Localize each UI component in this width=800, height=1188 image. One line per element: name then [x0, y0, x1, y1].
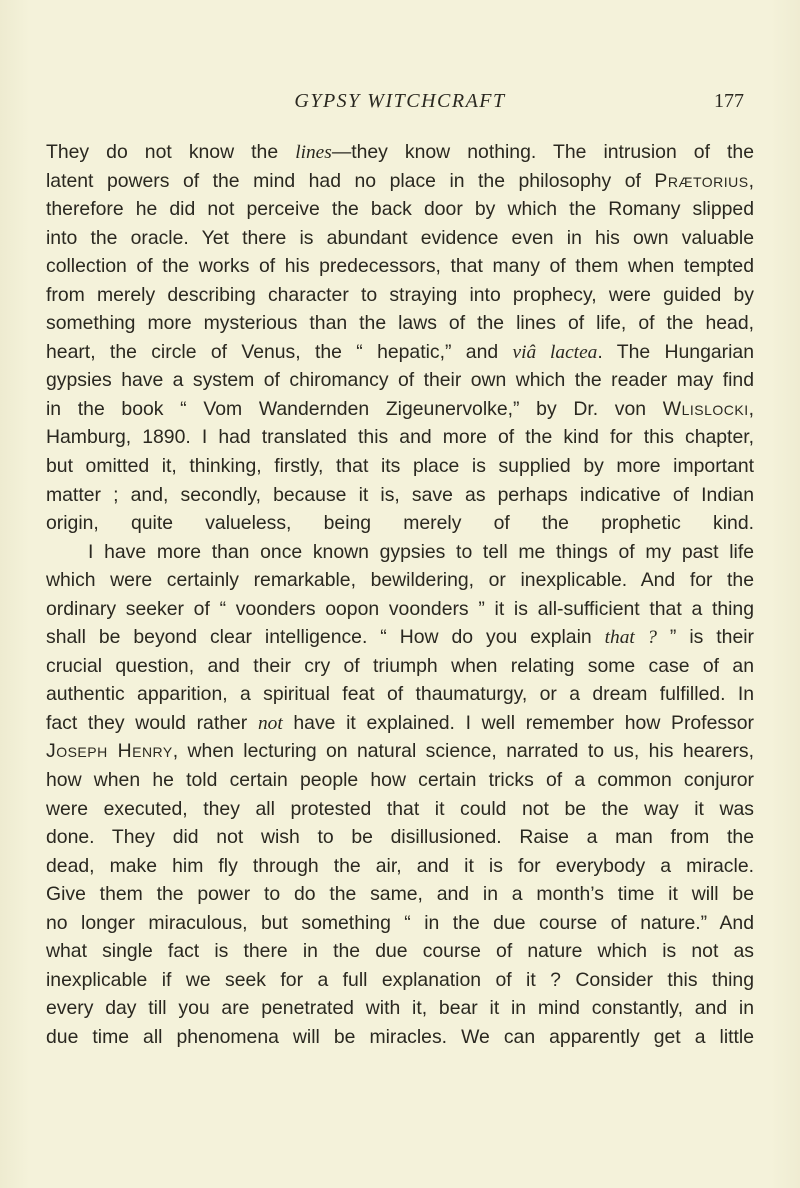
text-segment: something more mysterious than the laws of the lines of life, of the head, [46, 312, 754, 335]
text-segment: matter ; and, secondly, because it is, save as perhaps indicative of Indian [46, 483, 754, 506]
text-line [46, 481, 754, 510]
text-segment: gypsies have a system of chiromancy of their own which the reader may find [46, 369, 754, 392]
text-line [46, 795, 754, 824]
text-segment: how when he told certain people how certain tricks of a common conjuror [46, 769, 754, 792]
italic-text: lines [295, 142, 332, 163]
text-segment: ordinary seeker of “ voonders oopon voonders ” it is all-sufficient that a thing [46, 597, 754, 620]
text-segment: due time all phenomena will be miracles. We can apparently get a little [46, 1025, 754, 1048]
running-head [0, 86, 800, 116]
text-segment: , when lecturing on natural science, narrated to us, his hearers, [172, 740, 754, 763]
text-segment: dead, make him fly through the air, and it is for everybody a miracle. [46, 854, 754, 877]
text-segment: have it explained. I well remember how Professor [282, 711, 754, 734]
text-line [46, 823, 754, 852]
small-caps-name: Prætorius [654, 169, 749, 192]
text-segment: every day till you are penetrated with it, bear it in mind constantly, and in [46, 997, 754, 1020]
body-text [46, 138, 754, 1052]
text-line [46, 566, 754, 595]
text-segment: inexplicable if we seek for a full explanation of it ? Consider this thing [46, 968, 754, 991]
text-line [46, 680, 754, 709]
italic-text: not [257, 712, 283, 734]
text-line [46, 138, 754, 167]
small-caps-name: Wlislocki [662, 397, 749, 420]
text-segment: Hamburg, 1890. I had translated this and more of the kind for this chapter, [46, 426, 754, 449]
text-segment: fact they would rather [46, 711, 258, 734]
text-line [46, 852, 754, 881]
text-line [46, 195, 754, 224]
text-line [46, 167, 754, 196]
text-segment: crucial question, and their cry of triumph when relating some case of an [46, 654, 754, 677]
text-line [46, 623, 754, 652]
text-line [46, 366, 754, 395]
text-segment: , [748, 169, 754, 192]
text-segment: which were certainly remarkable, bewildering, or inexplicable. And for the [46, 569, 754, 592]
text-segment: latent powers of the mind had no place in the philosophy of [46, 169, 655, 192]
text-line [46, 909, 754, 938]
text-segment: what single fact is there in the due course of nature which is not as [46, 940, 754, 963]
italic-text: that ? [604, 627, 657, 649]
text-line [46, 281, 754, 310]
text-line [46, 966, 754, 995]
text-line [46, 309, 754, 338]
text-segment: collection of the works of his predecessors, that many of them when tempted [46, 255, 754, 278]
text-line [46, 1023, 754, 1052]
running-title: GYPSY WITCHCRAFT [294, 90, 506, 112]
text-segment: —they know nothing. The intrusion of the [331, 141, 754, 163]
text-line [46, 737, 754, 766]
text-line [46, 538, 754, 567]
italic-text: viâ lactea [512, 341, 598, 363]
text-segment: ” is their [656, 626, 755, 649]
text-line [46, 709, 754, 738]
text-segment: heart, the circle of Venus, the “ hepatic,” and [46, 340, 513, 363]
text-segment: origin, quite valueless, being merely of the prophetic kind. [46, 512, 754, 535]
text-line [46, 880, 754, 909]
text-line [46, 452, 754, 481]
text-segment: Give them the power to do the same, and in a month’s time it will be [46, 883, 754, 906]
text-segment: but omitted it, thinking, firstly, that its place is supplied by more important [46, 455, 754, 478]
text-segment: . The Hungarian [597, 340, 754, 363]
text-segment: They do not know the [46, 141, 296, 163]
text-line [46, 937, 754, 966]
text-segment: were executed, they all protested that it could not be the way it was [46, 797, 754, 820]
text-segment: shall be beyond clear intelligence. “ How do you explain [46, 626, 605, 649]
text-line [46, 509, 754, 538]
text-line [46, 395, 754, 424]
text-segment: into the oracle. Yet there is abundant evidence even in his own valuable [46, 226, 754, 249]
text-segment: authentic apparition, a spiritual feat of thaumaturgy, or a dream fulfilled. In [46, 683, 754, 706]
text-segment: I have more than once known gypsies to tell me things of my past life [88, 540, 754, 563]
text-segment: , [748, 397, 754, 420]
text-line [46, 423, 754, 452]
text-line [46, 595, 754, 624]
text-segment: in the book “ Vom Wandernden Zigeunervolke,” by Dr. von [46, 397, 663, 420]
text-line [46, 338, 754, 367]
page-number: 177 [714, 90, 744, 112]
text-segment: from merely describing character to straying into prophecy, were guided by [46, 283, 754, 306]
text-line [46, 224, 754, 253]
text-segment: done. They did not wish to be disillusioned. Raise a man from the [46, 826, 754, 849]
text-line [46, 652, 754, 681]
text-segment: therefore he did not perceive the back door by which the Romany slipped [46, 198, 754, 221]
text-line [46, 766, 754, 795]
text-segment: no longer miraculous, but something “ in the due course of nature.” And [46, 911, 754, 934]
small-caps-name: Joseph Henry [46, 740, 173, 763]
text-line [46, 252, 754, 281]
text-line [46, 994, 754, 1023]
